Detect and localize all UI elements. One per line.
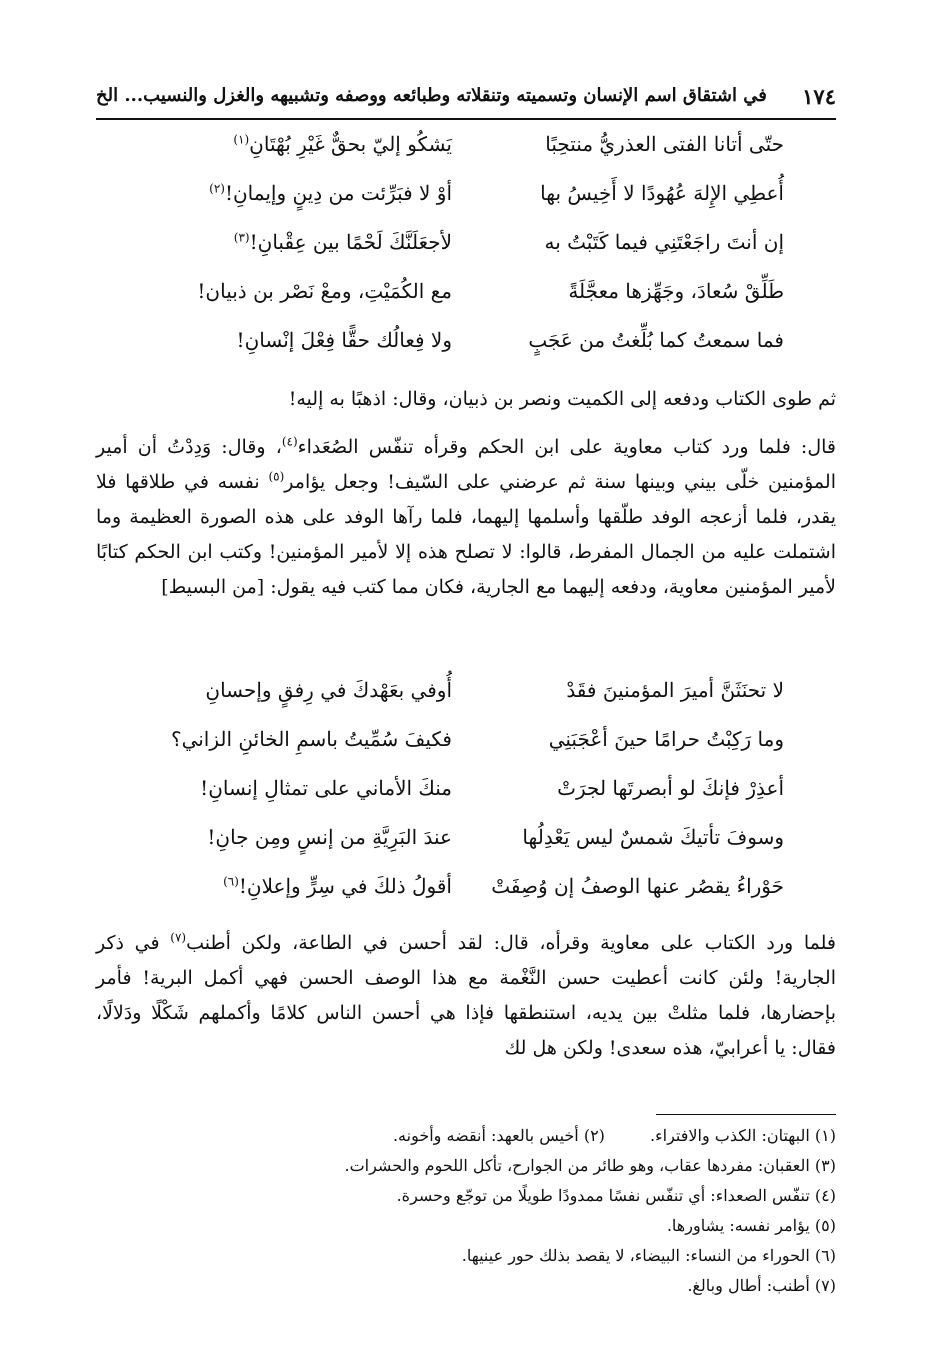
verse-first-hemistich: حتّى أتانا الفتى العذريُّ منتحِبًا (545, 132, 784, 156)
footnote-1: (١) البهتان: الكذب والافتراء. (650, 1126, 836, 1145)
footnote-6: (٦) الحوراء من النساء: البيضاء، لا يقصد بذلك حور عينيها. (461, 1246, 836, 1265)
verse-second-hemistich: مع الكُمَيْتِ، ومعْ نَصْر بن ذبيان! (197, 279, 452, 303)
footnote-ref: (٤) (281, 434, 298, 449)
footnote-ref: (٥) (268, 469, 285, 484)
footnote-ref: (٢) (209, 181, 225, 196)
footnote-ref: (٦) (223, 874, 239, 889)
verse-second-hemistich: أُوفي بعَهْدكَ في رِفقٍ وإحسانِ (205, 678, 452, 702)
verse-line (96, 727, 836, 776)
verse-first-hemistich: أعذِرْ فإنكَ لو أبصرتَها لجرَتْ (557, 776, 784, 800)
verse-line (96, 874, 836, 923)
page-header (96, 80, 836, 120)
verse-line (96, 328, 836, 377)
verse-second-hemistich: منكَ الأماني على تمثالِ إنسانِ! (200, 776, 452, 800)
poem-block-1 (96, 132, 836, 377)
verse-second-hemistich: عندَ البَرِيَّةِ من إنسٍ ومِن جانِ! (207, 825, 452, 849)
verse-line (96, 279, 836, 328)
verse-line (96, 776, 836, 825)
verse-first-hemistich: لا تحنَثَنَّ أميرَ المؤمنينَ فقَدْ (566, 678, 784, 702)
verse-line (96, 678, 836, 727)
running-title: في اشتقاق اسم الإنسان وتسميته وتنقلاته وطبائعه ووصفه وتشبيهه والغزل والنسيب... الخ (96, 85, 767, 106)
verse-line (96, 230, 836, 279)
footnote-ref: (١) (233, 132, 250, 147)
footnote-5: (٥) يؤامر نفسه: يشاورها. (666, 1216, 836, 1235)
poem-block-2 (96, 678, 836, 923)
footnote-2: (٢) أخيس بالعهد: أنقضه وأخونه. (392, 1126, 605, 1145)
paragraph-2: قال: فلما ورد كتاب معاوية على ابن الحكم وقرأه تنفّس الصُعَداء$^{(٤)}$، وقال: وَدِدْتُ أن أمير المؤمنين خلّى بيني وبينها سنة ثم عرضني على السّيف! وجعل يؤامر$^{(٥)}$ نفسه في طلاقها فلا يقدر، فلما أزعجه الوفد طلّقها وأسلمها إليهما، فلما رآها الوفد على هذه الصورة العظيمة وما اشتملت عليه من الجمال المفرط، قالوا: لا تصلح هذه إلا لأمير المؤمنين! وكتب ابن الحكم كتابًا لأمير المؤمنين معاوية، ودفعه إليهما مع الجارية، فكان مما كتب فيه يقول:[من البسيط] (96, 434, 836, 598)
footnote-7: (٧) أطنب: أطال وبالغ. (687, 1276, 836, 1295)
verse-second-hemistich: أقولُ ذلكَ في سِرٍّ وإعلانِ!$^{(٦)}$ (223, 874, 452, 898)
verse-first-hemistich: أُعطِي الإِلهَ عُهُودًا لا أَخِيسُ بها (540, 181, 784, 205)
verse-first-hemistich: وما رَكِبْتُ حرامًا حينَ أعْجَبَنِي (548, 727, 784, 751)
verse-first-hemistich: طَلِّقْ سُعادَ، وجَهِّزها معجَّلَةً (568, 279, 784, 303)
verse-second-hemistich: ولا فِعالُك حقًّا فِعْلَ إنْسانِ! (236, 328, 452, 352)
paragraph-1: ثم طوى الكتاب ودفعه إلى الكميت ونصر بن ذبيان، وقال: اذهبًا به إليه! (288, 388, 836, 410)
footnote-4: (٤) تنفّس الصعداء: أي تنفّس نفسًا ممدودًا طويلًا من توجّع وحسرة. (396, 1186, 836, 1205)
verse-first-hemistich: إن أنتَ راجَعْتَنِي فيما كَتَبْتُ به (544, 230, 784, 254)
verse-line (96, 181, 836, 230)
verse-second-hemistich: لأجعَلَنَّكَ لَحْمًا بين عِقْبانِ!$^{(٣)}$ (233, 230, 452, 254)
footnotes (96, 1126, 836, 1306)
poetic-meter-label: [من البسيط] (161, 576, 265, 598)
footnote-ref: (٧) (170, 930, 187, 945)
footnote-separator (96, 1114, 836, 1115)
verse-first-hemistich: وسوفَ تأتيكَ شمسٌ ليس يَعْدِلُها (522, 825, 784, 849)
verse-line (96, 825, 836, 874)
verse-first-hemistich: فما سمعتُ كما بُلِّغتُ من عَجَبٍ (528, 328, 784, 352)
verse-second-hemistich: يَشكُو إليّ بحقٌّ غَيْرِ بُهْتَانِ$^{(١)}$ (233, 132, 452, 156)
paragraph-3: فلما ورد الكتاب على معاوية وقرأه، قال: لقد أحسن في الطاعة، ولكن أطنب$^{(٧)}$ في ذكر الجارية! ولئن كانت أعطيت حسن النَّغْمة مع هذا الوصف الحسن فهي أكمل البرية! فأمر بإحضارها، فلما مثلتْ بين يديه، استنطقها فإذا هي أحسن الناس كلامًا وأكملهم شَكْلًا ودَلالًا، فقال: يا أعرابيّ، هذه سعدى! ولكن هل لك (96, 930, 836, 1059)
footnote-ref: (٣) (233, 230, 250, 245)
verse-first-hemistich: حَوْراءُ يقصُر عنها الوصفُ إن وُصِفَتْ (491, 874, 784, 898)
verse-second-hemistich: فكيفَ سُمِّيتُ باسمِ الخائنِ الزاني؟ (170, 727, 452, 751)
footnote-3: (٣) العقبان: مفردها عقاب، وهو طائر من الجوارح، تأكل اللحوم والحشرات. (344, 1156, 836, 1175)
verse-line (96, 132, 836, 181)
verse-second-hemistich: أوْ لا فبَرِّئت من دِينٍ وإيمانِ!$^{(٢)}$ (209, 181, 452, 205)
footnote-row (96, 1126, 836, 1156)
page-number: ١٧٤ (802, 84, 836, 109)
